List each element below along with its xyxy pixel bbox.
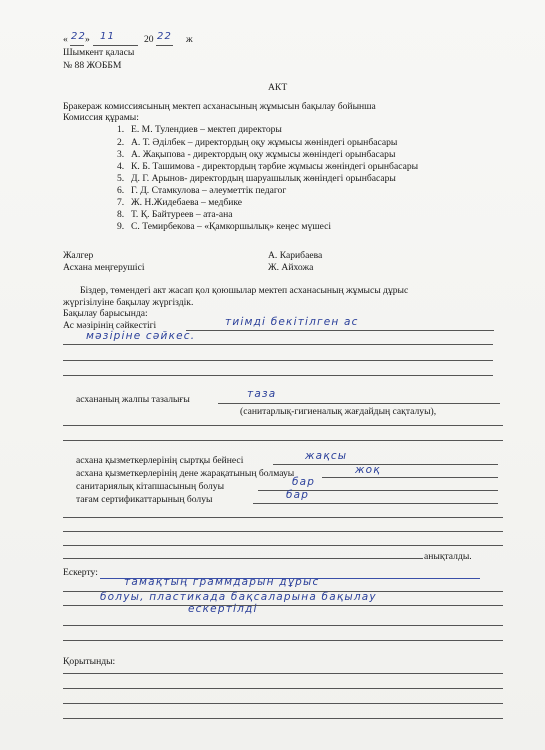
menu-line-1 — [186, 330, 494, 331]
commission-member — [117, 149, 395, 160]
cleanliness-label: асхананың жалпы тазалығы — [76, 394, 190, 405]
blank-line — [63, 375, 493, 376]
menu-line-2 — [63, 344, 493, 345]
canteen-head-label: Асхана меңгерушісі — [63, 262, 145, 273]
lessee-label: Жалгер — [63, 250, 94, 261]
blank-line — [63, 360, 493, 361]
blank-line — [63, 640, 503, 641]
remark-underline — [100, 578, 480, 579]
menu-value-1: тиімді бекітілген ас — [225, 316, 359, 328]
sanbook-value: бар — [292, 476, 316, 488]
injury-line — [322, 477, 498, 478]
menu-value-2: мәзіріне сәйкес. — [86, 330, 196, 342]
statement-line-2: жүргізілуіне бақылау жүргіздік. — [63, 297, 194, 308]
date-day: 22 — [71, 31, 87, 42]
member-text: К. Б. Ташимова - директордың тәрбие жұмысы жөніндегі орынбасары — [131, 161, 419, 172]
commission-member — [117, 185, 286, 196]
date-unit: ж — [186, 34, 193, 45]
remark-line-3: ескертілді — [188, 603, 258, 615]
blank-line — [63, 440, 503, 441]
member-number: 4. — [117, 161, 125, 172]
date-month: 11 — [100, 31, 116, 42]
sanbook-label: санитариялық кітапшасының болуы — [76, 481, 225, 492]
cleanliness-note: (санитарлық-гигиеналық жағдайдың сақталуы), — [240, 406, 437, 417]
date-quote-close: » — [85, 34, 90, 45]
cert-value: бар — [286, 489, 310, 501]
conclusion-line — [63, 718, 503, 719]
appearance-label: асхана қызметкерлерінің сыртқы бейнесі — [76, 455, 244, 466]
conclusion-label: Қорытынды: — [63, 656, 116, 667]
date-day-line — [70, 45, 84, 46]
remark-line-1: тамақтың граммдарын дұрыс — [124, 576, 320, 588]
commission-member — [117, 197, 242, 208]
member-number: 8. — [117, 209, 125, 220]
conclusion-line — [63, 688, 503, 689]
menu-label: Ас мәзірінің сәйкестігі — [63, 320, 157, 331]
blank-line — [63, 545, 503, 546]
commission-member — [117, 173, 396, 184]
found-label: анықталды. — [424, 551, 472, 562]
injury-value: жоқ — [355, 464, 381, 476]
lessee-name: А. Карибаева — [268, 250, 323, 261]
member-text: С. Темирбекова – «Қамкоршылық» кеңес мүшесі — [131, 221, 332, 232]
member-text: Т. Қ. Байтуреев – ата-ана — [131, 209, 233, 220]
member-text: А. Т. Әділбек – директордың оқу жұмысы жөніндегі орынбасары — [131, 137, 398, 148]
commission-label: Комиссия құрамы: — [63, 112, 139, 123]
date-year-prefix: 20 — [144, 34, 154, 45]
conclusion-line — [63, 703, 503, 704]
remark-line — [63, 605, 503, 606]
member-number: 5. — [117, 173, 125, 184]
member-text: Ж. Н.Жидебаева – медбике — [131, 197, 243, 208]
appearance-value: жақсы — [305, 450, 348, 462]
remark-line — [63, 625, 503, 626]
school-name: № 88 ЖОББМ — [63, 60, 122, 71]
city-name: Шымкент қаласы — [63, 47, 135, 58]
statement-line-3: Бақылау барысында: — [63, 308, 148, 319]
canteen-head-name: Ж. Айхожа — [268, 262, 314, 273]
act-purpose: Бракераж комиссиясының мектеп асханасының жұмысын бақылау бойынша — [63, 101, 376, 112]
commission-member — [117, 124, 282, 135]
member-text: А. Жақыпова - директордың оқу жұмысы жөніндегі орынбасары — [131, 149, 396, 160]
cleanliness-line — [218, 403, 500, 404]
member-number: 6. — [117, 185, 125, 196]
commission-member — [117, 161, 418, 172]
member-number: 2. — [117, 137, 125, 148]
document-title: АКТ — [268, 82, 288, 93]
found-line — [63, 558, 423, 559]
cert-line — [253, 503, 498, 504]
commission-member — [117, 221, 331, 232]
blank-line — [63, 425, 503, 426]
date-quote-open: « — [63, 34, 68, 45]
member-number: 9. — [117, 221, 125, 232]
remark-line-2: болуы, пластикада бақсаларына бақылау — [100, 591, 377, 603]
date-year-suffix: 22 — [157, 31, 173, 42]
member-text: Г. Д. Стамкулова – әлеуметтік педагог — [131, 185, 287, 196]
commission-member — [117, 209, 233, 220]
cleanliness-value: таза — [247, 388, 277, 400]
statement-line-1: Біздер, төмендегі акт жасап қол қоюшылар мектеп асханасының жұмысы дұрыс — [80, 285, 409, 296]
commission-member — [117, 137, 397, 148]
date-year-line — [156, 45, 173, 46]
member-text: Е. М. Тулендиев – мектеп директоры — [131, 124, 282, 135]
injury-label: асхана қызметкерлерінің дене жарақатының болмауы — [76, 468, 295, 479]
blank-line — [63, 531, 503, 532]
date-month-line — [93, 45, 138, 46]
member-number: 7. — [117, 197, 125, 208]
member-text: Д. Г. Арынов- директордың шаруашылық жөніндегі орынбасары — [131, 173, 396, 184]
cert-label: тағам сертификаттарының болуы — [76, 494, 213, 505]
member-number: 1. — [117, 124, 125, 135]
conclusion-line — [63, 673, 503, 674]
appearance-line — [273, 464, 498, 465]
member-number: 3. — [117, 149, 125, 160]
blank-line — [63, 517, 503, 518]
remark-label: Ескерту: — [63, 567, 98, 578]
